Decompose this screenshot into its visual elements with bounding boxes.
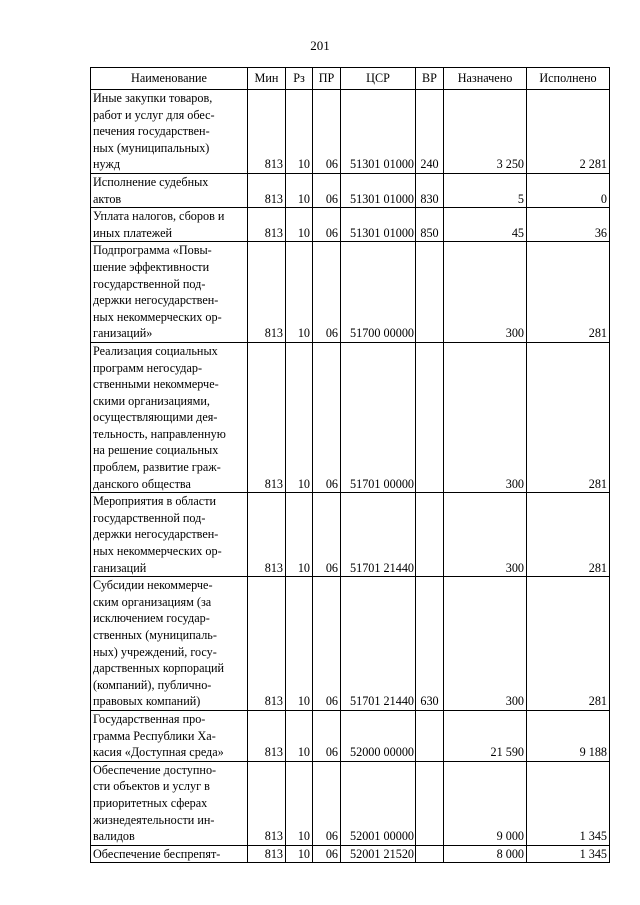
row-csr: 51301 01000 — [341, 173, 416, 207]
table-row — [91, 845, 610, 863]
page-number: 201 — [310, 38, 330, 53]
row-min: 813 — [248, 208, 286, 242]
table-row — [91, 242, 610, 343]
row-csr: 51301 01000 — [341, 208, 416, 242]
row-executed: 1 345 — [527, 761, 610, 845]
row-vr: 850 — [416, 208, 444, 242]
row-csr: 51700 00000 — [341, 242, 416, 343]
row-executed: 281 — [527, 342, 610, 492]
row-vr — [416, 493, 444, 577]
row-vr: 830 — [416, 173, 444, 207]
row-vr — [416, 710, 444, 761]
row-pr: 06 — [313, 493, 341, 577]
header-rz: Рз — [286, 68, 313, 90]
row-rz: 10 — [286, 577, 313, 711]
row-assigned: 300 — [444, 342, 527, 492]
row-min: 813 — [248, 710, 286, 761]
row-vr: 630 — [416, 577, 444, 711]
row-name: Уплата налогов, сборов и иных платежей — [91, 208, 248, 242]
header-name: Наименование — [91, 68, 248, 90]
header-assigned: Назначено — [444, 68, 527, 90]
row-min: 813 — [248, 342, 286, 492]
row-executed: 281 — [527, 577, 610, 711]
table-row — [91, 577, 610, 711]
row-assigned: 21 590 — [444, 710, 527, 761]
row-assigned: 8 000 — [444, 845, 527, 863]
row-executed: 281 — [527, 493, 610, 577]
row-pr: 06 — [313, 761, 341, 845]
row-min: 813 — [248, 845, 286, 863]
row-pr: 06 — [313, 845, 341, 863]
row-pr: 06 — [313, 710, 341, 761]
row-assigned: 5 — [444, 173, 527, 207]
row-name: Обеспечение беспрепят- — [91, 845, 248, 863]
table-row — [91, 173, 610, 207]
row-rz: 10 — [286, 710, 313, 761]
row-name: Обеспечение доступно- сти объектов и услуг в приоритетных сферах жизнедеятельности ин- валидов — [91, 761, 248, 845]
table-row — [91, 761, 610, 845]
row-min: 813 — [248, 90, 286, 174]
header-executed: Исполнено — [527, 68, 610, 90]
row-min: 813 — [248, 493, 286, 577]
row-name: Мероприятия в области государственной под- держки негосударствен- ных некоммерческих ор- ганизаций — [91, 493, 248, 577]
row-pr: 06 — [313, 90, 341, 174]
row-rz: 10 — [286, 761, 313, 845]
row-name: Субсидии некоммерче- ским организациям (за исключением государ- ственных (муниципаль- ных) учреждений, госу- дарственных корпораций (компаний), публично- правовых компаний) — [91, 577, 248, 711]
row-rz: 10 — [286, 208, 313, 242]
table-header — [91, 68, 610, 90]
row-vr — [416, 242, 444, 343]
row-executed: 9 188 — [527, 710, 610, 761]
row-csr: 52000 00000 — [341, 710, 416, 761]
table-body — [91, 90, 610, 863]
row-name: Подпрограмма «Повы- шение эффективности государственной под- держки негосударствен- ных некоммерческих ор- ганизаций» — [91, 242, 248, 343]
row-pr: 06 — [313, 208, 341, 242]
row-assigned: 300 — [444, 242, 527, 343]
header-row — [91, 68, 610, 90]
row-pr: 06 — [313, 173, 341, 207]
row-csr: 51701 21440 — [341, 577, 416, 711]
table-row — [91, 493, 610, 577]
row-assigned: 3 250 — [444, 90, 527, 174]
header-csr: ЦСР — [341, 68, 416, 90]
row-name: Иные закупки товаров, работ и услуг для обес- печения государствен- ных (муниципальных) нужд — [91, 90, 248, 174]
row-executed: 0 — [527, 173, 610, 207]
table-row — [91, 90, 610, 174]
row-vr: 240 — [416, 90, 444, 174]
row-csr: 51701 21440 — [341, 493, 416, 577]
header-vr: ВР — [416, 68, 444, 90]
row-executed: 281 — [527, 242, 610, 343]
row-csr: 52001 00000 — [341, 761, 416, 845]
row-assigned: 300 — [444, 577, 527, 711]
row-csr: 51701 00000 — [341, 342, 416, 492]
row-executed: 1 345 — [527, 845, 610, 863]
row-name: Реализация социальных программ негосудар- ственными некоммерче- скими организациями, осуществляющими дея- тельность, направленную на решение социальных проблем, развитие граж- данского общества — [91, 342, 248, 492]
row-csr: 51301 01000 — [341, 90, 416, 174]
row-rz: 10 — [286, 173, 313, 207]
row-assigned: 9 000 — [444, 761, 527, 845]
row-rz: 10 — [286, 242, 313, 343]
row-vr — [416, 761, 444, 845]
row-assigned: 45 — [444, 208, 527, 242]
row-min: 813 — [248, 242, 286, 343]
row-vr — [416, 342, 444, 492]
row-rz: 10 — [286, 493, 313, 577]
row-pr: 06 — [313, 577, 341, 711]
header-min: Мин — [248, 68, 286, 90]
row-rz: 10 — [286, 845, 313, 863]
row-min: 813 — [248, 761, 286, 845]
row-name: Исполнение судебных актов — [91, 173, 248, 207]
row-executed: 2 281 — [527, 90, 610, 174]
row-name: Государственная про- грамма Республики Ха- касия «Доступная среда» — [91, 710, 248, 761]
row-rz: 10 — [286, 90, 313, 174]
table-row — [91, 208, 610, 242]
row-min: 813 — [248, 173, 286, 207]
row-csr: 52001 21520 — [341, 845, 416, 863]
table-row — [91, 342, 610, 492]
header-pr: ПР — [313, 68, 341, 90]
row-pr: 06 — [313, 342, 341, 492]
row-min: 813 — [248, 577, 286, 711]
budget-table — [90, 67, 610, 863]
row-executed: 36 — [527, 208, 610, 242]
row-pr: 06 — [313, 242, 341, 343]
row-vr — [416, 845, 444, 863]
row-rz: 10 — [286, 342, 313, 492]
row-assigned: 300 — [444, 493, 527, 577]
table-row — [91, 710, 610, 761]
